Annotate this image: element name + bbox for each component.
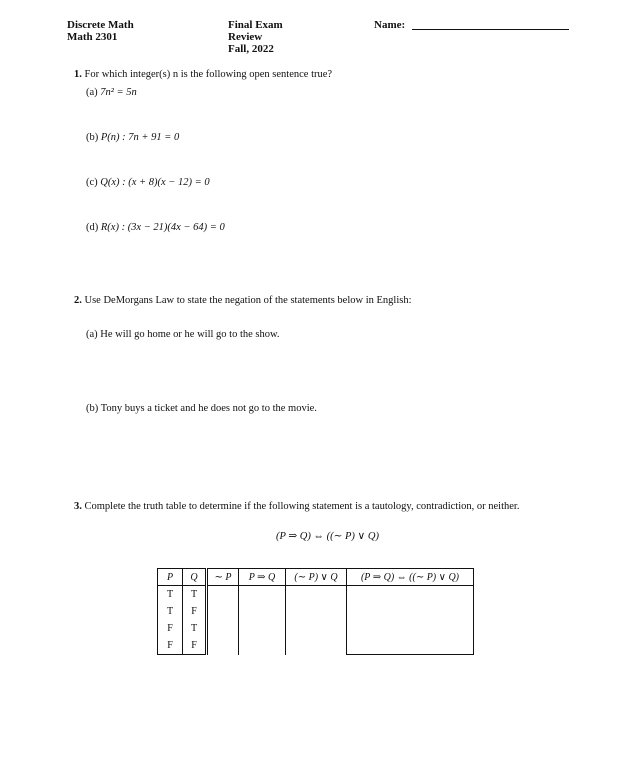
header-not-p-or-q: (∼ P) ∨ Q (286, 569, 347, 586)
q1-part-d-label: (d) (86, 222, 99, 233)
q1-part-b (86, 132, 179, 143)
q2-part-a (86, 329, 280, 340)
q1-part-b-expr: P(n) : 7n + 91 = 0 (100, 132, 180, 143)
q2-prompt (74, 295, 412, 306)
answer-cell-biconditional[interactable] (347, 586, 474, 655)
cell-q: F (183, 603, 207, 620)
q1-part-c-expr: Q(x) : (x + 8)(x − 12) = 0 (100, 177, 210, 188)
q2-prompt-text: Use DeMorgans Law to state the negation of the statements below in English: (84, 295, 412, 306)
truth-table (157, 568, 474, 655)
name-blank-line[interactable] (412, 29, 569, 30)
truth-table-header-row (158, 569, 474, 586)
cell-q: T (183, 620, 207, 637)
cell-p: T (158, 603, 183, 620)
exam-subtitle: Review (228, 31, 263, 43)
answer-cell-not-p[interactable] (207, 586, 239, 655)
cell-p: F (158, 620, 183, 637)
q1-number: 1. (74, 69, 82, 80)
cell-p: F (158, 637, 183, 655)
q1-part-d-expr: R(x) : (3x − 21)(4x − 64) = 0 (100, 222, 225, 233)
q1-part-c-label: (c) (86, 177, 98, 188)
q1-part-a (86, 87, 137, 98)
q3-prompt-text: Complete the truth table to determine if the following statement is a tautology, contradiction, or neither. (84, 501, 520, 512)
q3-prompt (74, 501, 519, 512)
q3-statement: (P ⇒ Q) ⇔ ((∼ P) ∨ Q) (276, 531, 379, 542)
cell-p: T (158, 586, 183, 604)
name-label: Name: (374, 19, 406, 31)
answer-cell-p-implies-q[interactable] (239, 586, 286, 655)
q1-prompt-text: For which integer(s) n is the following open sentence true? (84, 69, 333, 80)
answer-cell-not-p-or-q[interactable] (286, 586, 347, 655)
q3-number: 3. (74, 501, 82, 512)
cell-q: T (183, 586, 207, 604)
q2-number: 2. (74, 295, 82, 306)
q1-part-a-label: (a) (86, 87, 98, 98)
q2-part-a-label: (a) (86, 329, 98, 340)
cell-q: F (183, 637, 207, 655)
table-row (158, 586, 474, 604)
q2-part-b-label: (b) (86, 403, 99, 414)
course-number: Math 2301 (67, 31, 118, 43)
q1-part-b-label: (b) (86, 132, 99, 143)
exam-term: Fall, 2022 (228, 43, 274, 55)
header-not-p: ∼ P (207, 569, 239, 586)
header-biconditional: (P ⇒ Q) ⇔ ((∼ P) ∨ Q) (347, 569, 474, 586)
q1-part-d (86, 222, 225, 233)
q2-part-b-text: Tony buys a ticket and he does not go to the movie. (100, 403, 317, 414)
exam-title: Final Exam (228, 19, 283, 31)
q1-prompt (74, 69, 332, 80)
header-p: P (158, 569, 183, 586)
q1-part-c (86, 177, 210, 188)
header-q: Q (183, 569, 207, 586)
q1-part-a-expr: 7n² = 5n (100, 87, 137, 98)
q2-part-b (86, 403, 317, 414)
q2-part-a-text: He will go home or he will go to the show. (100, 329, 280, 340)
course-title: Discrete Math (67, 19, 134, 31)
header-p-implies-q: P ⇒ Q (239, 569, 286, 586)
